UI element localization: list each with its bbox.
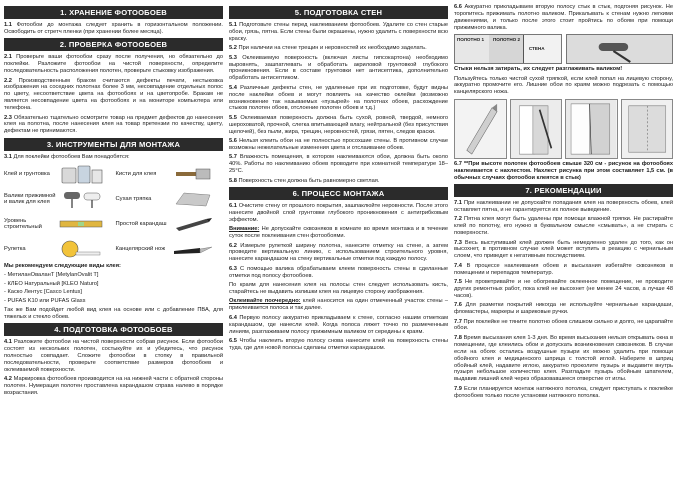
paragraph-7-7: 7.7 При поклейке не тяните полотно обоев слишком сильно и долго, не царапайте обои.: [454, 318, 673, 332]
paragraph-7-5: 7.5 Не проветривайте и не обогревайте оклеенное помещение, не проводите других ремонтных работ, пока клей не высохнет (не менее 24 часов, а лучше 48 часов).: [454, 279, 673, 299]
glue-item-4: - PUFAS K10 или PUFAS Glass: [4, 298, 86, 304]
paragraph-6-4: 6.4 Первую полосу аккуратно прикладываем к стене, согласно нашим отметкам карандашом, где нанесли клей. Когда полоса ляжет точно по размеченным линиям, разглаживаем полосу прижимным валиком от середины к краям.: [229, 314, 448, 335]
section-header-tools: 3. ИНСТРУМЕНТЫ ДЛЯ МОНТАЖА: [4, 138, 223, 151]
paragraph-6-5: 6.5 Чтобы наклеить вторую полосу снова нанесите клей на поверхность стены туда, где для новой полосы сделаны отметки карандашом.: [229, 337, 448, 351]
paragraph-4-2: 4.2 Маркировка фотообоев производится на на нижней части с обратной стороны полотен. Нумерация полотен проставлена карандашом справа налево в порядке возрастания.: [4, 376, 223, 396]
overlap-step-4: [621, 99, 674, 159]
paragraph-7-1: 7.1 При наклеивании не допускайте попадания клея на поверхность обоев, клей оставляет пятна, и не гарантируется их полное выведение.: [454, 199, 673, 213]
section-header-storage: 1. ХРАНЕНИЕ ФОТООБОЕВ: [4, 6, 223, 19]
paragraph-5-6: 5.6 Нельзя клеить обои на не полностью просохшие стены. В противном случае возможны нежелательные изменения цвета и отслаивание обоев.: [229, 138, 448, 151]
pencil-icon: [168, 214, 218, 234]
section-header-check: 2. ПРОВЕРКА ФОТООБОЕВ: [4, 38, 223, 51]
paragraph-5-1: 5.1 Подготовьте стены перед наклеиванием фотообоев. Удалите со стен старые обои, грязь, пятна. Если стены были окрашены, нужно удалить с поверхности всю краску.: [229, 22, 448, 42]
attention-note: Внимание: Не допускайте сквозняков в комнате во время монтажа и в течение суток после поклеивания стен фотообоями.: [229, 226, 448, 240]
tool-pencil: Простой карандаш: [116, 213, 224, 235]
glue-recommend-title: Мы рекомендуем следующие виды клея:: [4, 263, 121, 270]
overlap-step-3: [565, 99, 618, 159]
tool-level: Уровень строительный: [4, 213, 112, 235]
glue-item-2: - КЛЕО Натуральный [KLEO Naturo]: [4, 280, 99, 287]
column-2: [229, 4, 448, 477]
column-1: [4, 4, 223, 477]
wall-diagram: [454, 34, 562, 64]
glue-note: Так же Вам подойдет любой вид клея на основе или с добавление ПВА, для тяжелых и стекло обоев.: [4, 306, 223, 320]
paragraph-5-3: 5.3 Оклеиваемую поверхность (включая листы гипсокартона) необходимо выровнять, зашпатлевать и обработать акриловой грунтовкой глубокого проникновения. Если в составе грунтовки нет антисептика, дополнительно обработать антисептиком.: [229, 54, 448, 82]
roller-icon: [56, 189, 106, 209]
glue-item-3: - Каско Лентус [Casco Lentus]: [4, 289, 82, 296]
glue-item-1: - МетиланОваланТ [MetylanOvalit T]: [4, 271, 99, 278]
tool-rollers: Валики прижимной и валик для клея: [4, 188, 112, 210]
section-header-recommendations: 7. РЕКОМЕНДАЦИИ: [454, 184, 673, 197]
paragraph-4-1: 4.1 Разложите фотообои на чистой поверхности собрав рисунок. Если фотообои состоят из нескольких полотен, состыкуйте их и убедитесь, что рисунок полностью совпадает. Сложите фотообои в стопку в правильной последовательности, проверьте соответствие размеров фотообоев и оклеиваемой поверхности.: [4, 339, 223, 373]
panels-diagram: [454, 34, 673, 64]
brush-icon: [168, 164, 218, 184]
paragraph-6-6: 6.6 Аккуратно прикладываем вторую полосу стык в стык, подгоняя рисунок. Не торопитесь прижимать полотно валиком. Прикалывать к стенам нужно легкими движениями, и только после этого стоит пройтись по обоям при помощи прижимного валика.: [454, 4, 673, 31]
roller-diagram: [566, 34, 674, 64]
paragraph-2-1: 2.1 Проверьте ваши фотообои сразу после получения, но обязательно до поклейки. Разложите фотообои на чистой поверхности, определите последовательность расположения полотен, проверьте стыковку изображения.: [4, 54, 223, 75]
paragraph-5-7: 5.7 Влажность помещения, в котором наклеиваются обои, должна быть около 40%. Работы по наклеиванию обоев проводите при комнатной температуре 18–25°С.: [229, 154, 448, 175]
section-header-walls: 5. ПОДГОТОВКА СТЕН: [229, 6, 448, 19]
tools-grid: [4, 163, 223, 260]
paragraph-7-4: 7.4 В процессе наклеивания обоев и высыхания избегайте сквозняков в помещении и перепадов температур.: [454, 262, 673, 276]
paragraph-5-4: 5.4 Различные дефекты стен, не удаленные при их подготовке, будут видны после наклейки обоев и могут повлиять на качество оклейки (возможно возникновение так называемых «пузырей» на полотнах обоев, расхождение стыков полотен обоев, отслоение полотен обоев и т.д.): [229, 84, 448, 112]
overlap-step-2: [510, 99, 563, 159]
paragraph-1-1: 1.1 Фотообои до монтажа следует хранить в горизонтальном положении. Освободить от стретч пленки (при хранении более месяца).: [4, 22, 223, 35]
paragraph-5-8: 5.8 Поверхность стен должна быть равномерно светлая.: [229, 177, 380, 184]
section-header-preparation: 4. ПОДГОТОВКА ФОТООБОЕВ: [4, 323, 223, 336]
paragraph-6-2: 6.2 Измерьте рулеткой ширину полотна, нанесите отметку на стене, а затем проведите вертикальную линию, с использованием строительного уровня, нанесите карандашом на стену вертикальные отметки под каждую полосу.: [229, 242, 448, 263]
paragraph-7-9: 7.9 Если планируется монтаж натяжного потолка, следует приступать к поклейке фотообоев только после установки натяжного потолка.: [454, 385, 673, 399]
paragraph-7-6: 7.6 Для разметки покрытий никогда не используйте чернильные карандаши, фломастеры, маркеры и шариковые ручки.: [454, 302, 673, 316]
panel-2-label: ПОЛОТНО 2: [492, 37, 521, 43]
seams-note: Пользуйтесь только чистой сухой тряпкой, если клей попал на лицевую сторону, аккуратно промочите его. Лишние обои по краям можно подрезать с помощью канцелярского ножа.: [454, 75, 673, 96]
utility-knife-icon: [168, 239, 218, 259]
tape-measure-icon: [56, 239, 106, 259]
glue-bucket-icon: [56, 164, 106, 184]
warn-note: Оклеивайте поочередно: клей наносится на один отмеченный участок стены – приклеивается полоса и так далее.: [229, 298, 448, 312]
paragraph-2-2: 2.2 Производственным браком считаются дефекты печати, нестыковка изображения на соседних полотнах более 3 мм, несовпадение отдельных полос по цвету, несоответствие цвета на фотообоях и на цветопробе. Бракам не является несовпадение цвета на фотообоях и на мониторе компьютера или телефона.: [4, 77, 223, 112]
panel-1-label: ПОЛОТНО 1: [457, 37, 485, 43]
overlap-diagram: [454, 99, 673, 159]
paragraph-5-5: 5.5 Оклеиваемая поверхность должна быть сухой, ровной, твердой, немного шероховатой, прочной, слегка впитывающей влагу, нейтральной (без присутствия щелочей), без пыли, жира, трещин, неровностей, грязи, пятен, следов краски.: [229, 114, 448, 135]
section-header-installation: 6. ПРОЦЕСС МОНТАЖА: [229, 187, 448, 200]
wall-label: СТЕНА: [528, 46, 545, 52]
paragraph-6-1: 6.1 Очистите стену от прошлого покрытия, зашпаклюйте неровности. После этого нанесите двойной слой грунтовки глубокого проникновения с антигрибковым эффектом.: [229, 203, 448, 223]
paragraph-3-1: 3.1 Для поклейки фотообоев Вам понадобятся:: [4, 153, 130, 160]
overlap-step-1: [454, 99, 507, 159]
rag-icon: [168, 189, 218, 209]
paragraph-7-8: 7.8 Время высыхания клея 1-3 дня. Во время высыхания нельзя открывать окна в помещении, где клеились обои и допускать возникновения сквозняков. В случае если на обоях остались воздушные пузыри их можно удалить при помощи обойного клея и медицинского шприца с толстой иглой. Наберите в шприц обойный клей, надавите иглою, аккуратно проколите пузырь и выдавите внутрь пузыря небольшое количество клея. Разгладьте пузырь обойным шпателем, выдавив лишний клей через образовавшееся отверстие от иглы.: [454, 334, 673, 383]
tool-glue: Клей и грунтовка: [4, 163, 112, 185]
paragraph-2-3: 2.3 Обязательно тщательно осмотрите товар на предмет дефектов до нанесения клея на полотна, после нанесения клея на товар претензии по качеству, цвету, дефектам не принимаются.: [4, 114, 223, 135]
seams-warning: Стыки нельзя затирать, их следует разглаживать валиком!: [454, 66, 623, 73]
paragraph-7-3: 7.3 Весь выступивший клей должен быть немедленно удален до того, как он высохнет, в противном случае клей может вступить в реакцию с чернильным слоем, что приведет к негативным последствиям.: [454, 239, 673, 260]
paragraph-6-3: 6.3 С помощью валика обрабатываем клеем поверхность стены в сделанные отметки под полосу фотообоев.: [229, 265, 448, 279]
tool-knife: Канцелярский нож: [116, 238, 224, 260]
paragraph-7-2: 7.2 Пятна клея могут быть удалены при помощи влажной тряпки. Не растирайте клей по полотну, его нужно в буквальном смысле «смывать», а не стирать с поверхности.: [454, 216, 673, 237]
paragraph-5-2: 5.2 При наличии на стене трещин и неровностей их необходимо заделать.: [229, 45, 427, 52]
paragraph-6-7: 6.7 **При высоте полотен фотообоев свыше 320 см - рисунок на фотообоях наклеивается с нахлестом. Нахлест рисунка при этом составляет 1,5 см. (в обычных случаях фотообои клеятся в стык): [454, 160, 673, 181]
tool-rag: Сухая тряпка: [116, 188, 224, 210]
column-3: [454, 4, 673, 477]
paragraph-6-3b: По краям для нанесения клея на полосы стен следует использовать кисть, старайтесь не выдавить излишки клея на лицевую сторону изображения.: [229, 282, 448, 295]
tool-brushes: Кисти для клея: [116, 163, 224, 185]
tool-tape-measure: Рулетка: [4, 238, 112, 260]
level-icon: [56, 214, 106, 234]
